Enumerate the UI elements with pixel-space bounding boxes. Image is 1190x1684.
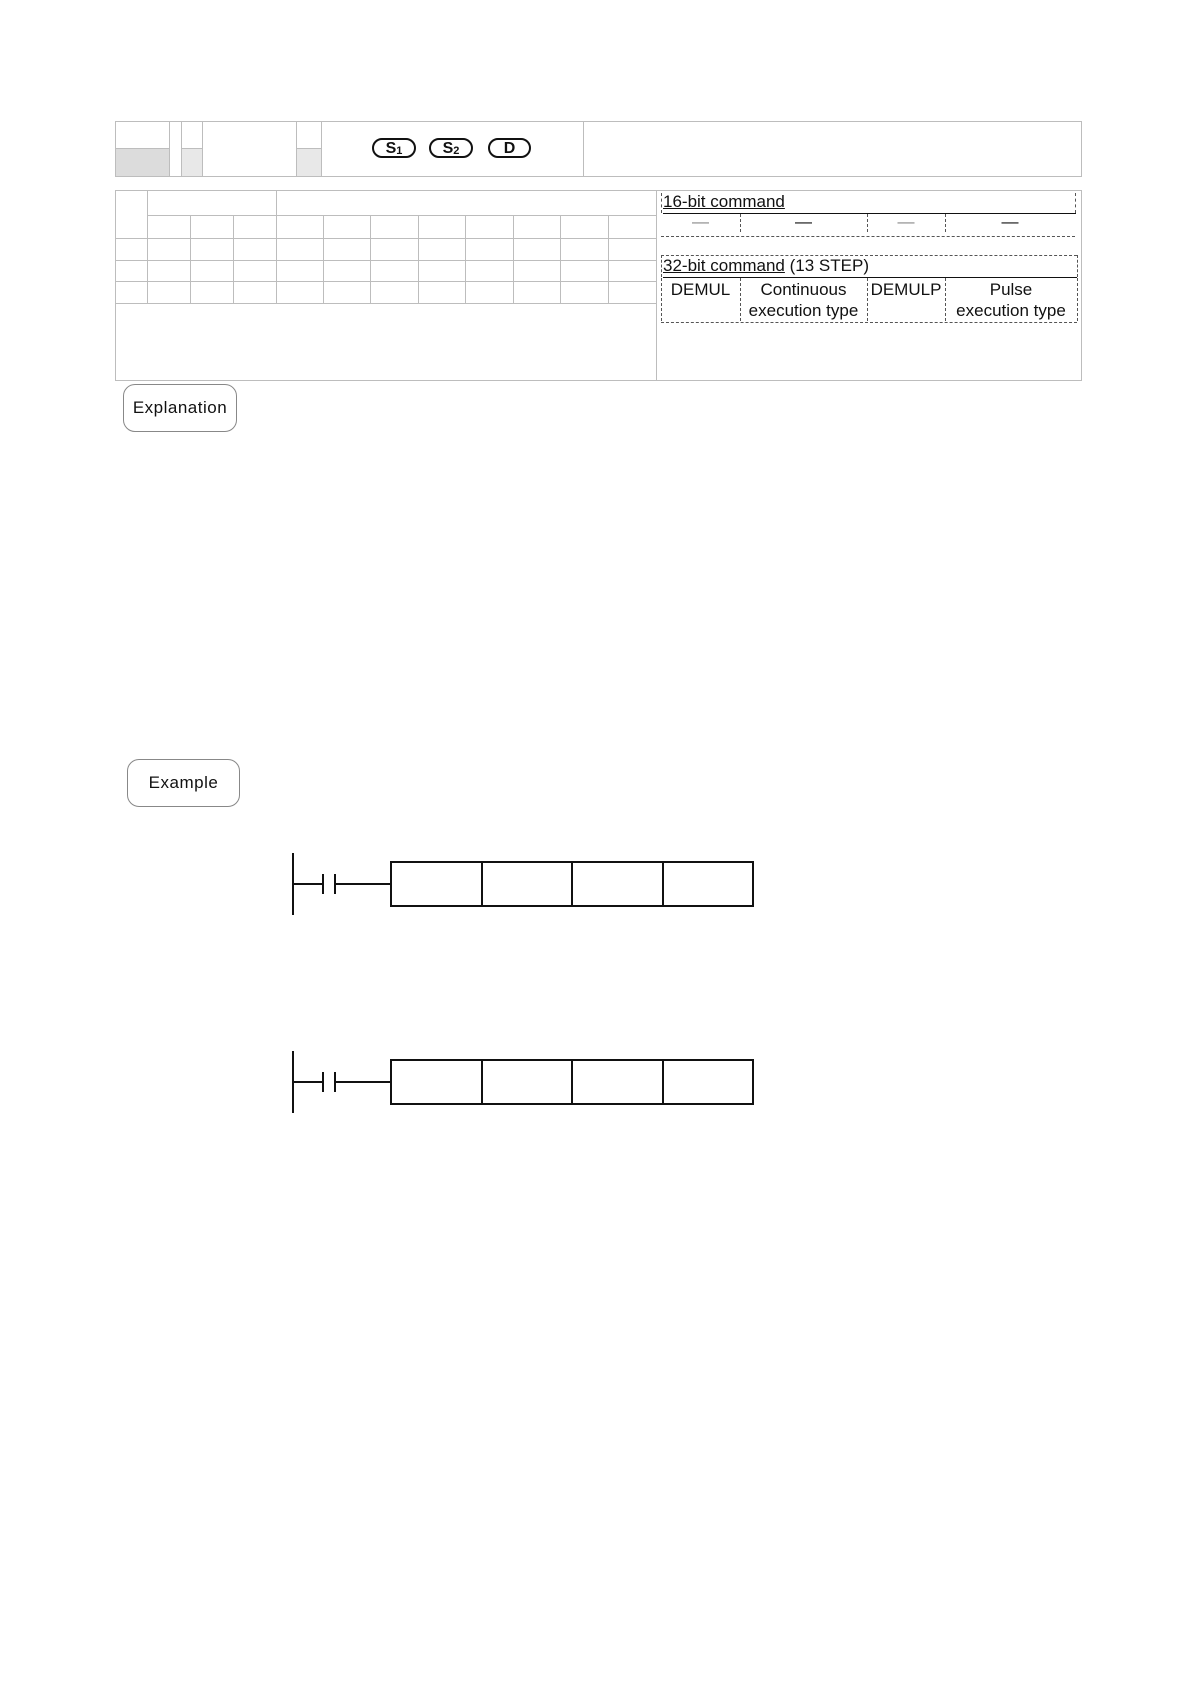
bit32-cell-demulp [867,279,945,300]
operand-d-letter: D [503,140,516,157]
command-info [657,191,1081,380]
bit32-cell-pulse-line2: execution type [956,301,1066,320]
bit32-heading [663,256,869,276]
bit16-cell-4: — [1001,212,1019,231]
rung-2-divider-1 [481,1059,483,1105]
device-table [116,191,657,380]
bit16-cell-3: — [897,212,915,231]
bit32-label: 32-bit command [663,256,785,275]
bit32-cell-continuous-line1: Continuous [760,280,847,299]
example-section-label: Example [127,759,240,807]
bit32-cell-demul-line1: DEMUL [670,280,731,299]
operand-s2-letter: S [442,140,454,157]
rung-1-contact-left-bar [322,874,324,894]
bit32-cell-continuous [740,279,867,321]
operand-s2-sub: 2 [453,145,460,157]
rung-2-wire-left [293,1081,323,1083]
operands-cell [322,122,584,176]
d-flag-cell [181,122,203,176]
operand-s1 [372,138,416,158]
p-flag-cell [297,122,322,176]
bit32-cell-pulse-line1: Pulse [989,280,1033,299]
operand-s2 [429,138,473,158]
instruction-header [115,121,1082,177]
bit32-cell-pulse [945,279,1077,321]
bit32-cell-continuous-line2: execution type [748,301,859,320]
operand-d [488,138,531,158]
rung-1-divider-1 [481,861,483,907]
rung-2-wire-right [335,1081,391,1083]
api-number-cell [116,122,170,176]
d-flag-shade [182,148,202,176]
rung-1-divider-3 [662,861,664,907]
rung-2-contact-left-bar [322,1072,324,1092]
rung-1-wire-left [293,883,323,885]
p-flag-shade [297,148,321,176]
rung-1-wire-right [335,883,391,885]
rung-2-divider-2 [571,1059,573,1105]
api-number-shade [116,148,169,176]
rung-1-divider-2 [571,861,573,907]
mnemonic-cell [203,122,297,176]
bit16-cell-1: — [692,212,709,231]
bit32-cell-demul [661,279,740,300]
explanation-section-label: Explanation [123,384,237,432]
operand-s1-sub: 1 [396,145,403,157]
rung-2-divider-3 [662,1059,664,1105]
bit16-label: 16-bit command [663,192,785,211]
operand-device-panel [115,190,1082,381]
bit32-cell-demulp-line1: DEMULP [870,280,942,299]
operand-s1-letter: S [385,140,397,157]
bit16-cell-2: — [795,212,812,231]
bit32-steps: (13 STEP) [789,256,869,275]
